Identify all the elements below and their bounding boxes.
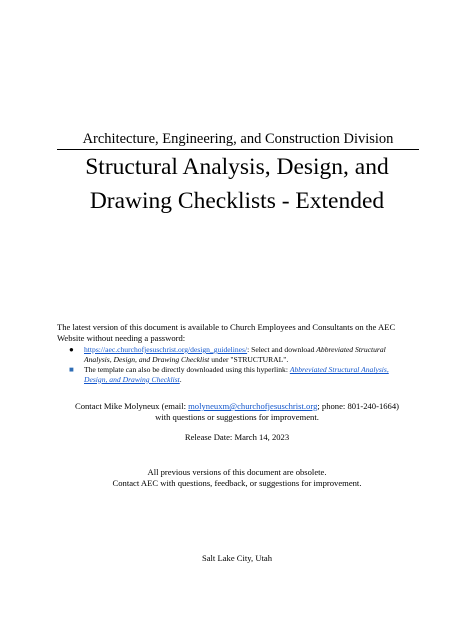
obsolete-line-2: Contact AEC with questions, feedback, or suggestions for improvement. — [112, 478, 362, 488]
contact-suffix: ; phone: 801-240-1664) — [317, 401, 400, 411]
intro-line-1: The latest version of this document is available to Church Employees and Consultants on the AEC — [57, 322, 396, 332]
list-item — [57, 365, 437, 384]
release-date: Release Date: March 14, 2023 — [184, 432, 290, 442]
bullet-italic-text: Abbreviated Structural — [316, 345, 386, 354]
title-line-2: Drawing Checklists - Extended — [89, 188, 385, 214]
bullet-icon: ■ — [69, 365, 74, 375]
contact-prefix: Contact Mike Molyneux (email: — [74, 401, 189, 411]
contact-line-2: with questions or suggestions for improvement. — [155, 412, 319, 422]
division-heading: Architecture, Engineering, and Construction Division — [82, 131, 394, 147]
obsolete-line-1: All previous versions of this document are obsolete. — [147, 467, 327, 477]
bullet-italic-text: Analysis, Design, and Drawing Checklist — [84, 354, 210, 364]
bullet-icon: ● — [69, 345, 74, 354]
contact-paragraph — [50, 401, 424, 423]
location-text: Salt Lake City, Utah — [201, 553, 273, 563]
availability-paragraph — [57, 322, 437, 344]
bullet-text: : Select and download — [247, 345, 317, 354]
bullet-text: The template can also be directly downloaded using this hyperlink: — [84, 365, 290, 375]
list-item — [57, 345, 437, 364]
intro-line-2: Website without needing a password: — [57, 333, 186, 343]
bullet-text: under "STRUCTURAL". — [209, 354, 289, 364]
checklist-download-link-continued[interactable]: Design, and Drawing Checklist — [84, 374, 180, 384]
obsolete-notice — [50, 467, 424, 489]
title-line-1: Structural Analysis, Design, and — [85, 154, 389, 180]
contact-email-link[interactable]: molyneuxm@churchofjesuschrist.org — [188, 401, 318, 411]
checklist-download-link[interactable]: Abbreviated Structural Analysis, — [289, 365, 389, 375]
document-title — [40, 150, 434, 218]
download-options-list — [57, 345, 437, 385]
bullet-text: . — [179, 374, 182, 384]
design-guidelines-link[interactable]: https://aec.churchofjesuschrist.org/design_guidelines/ — [84, 345, 248, 354]
